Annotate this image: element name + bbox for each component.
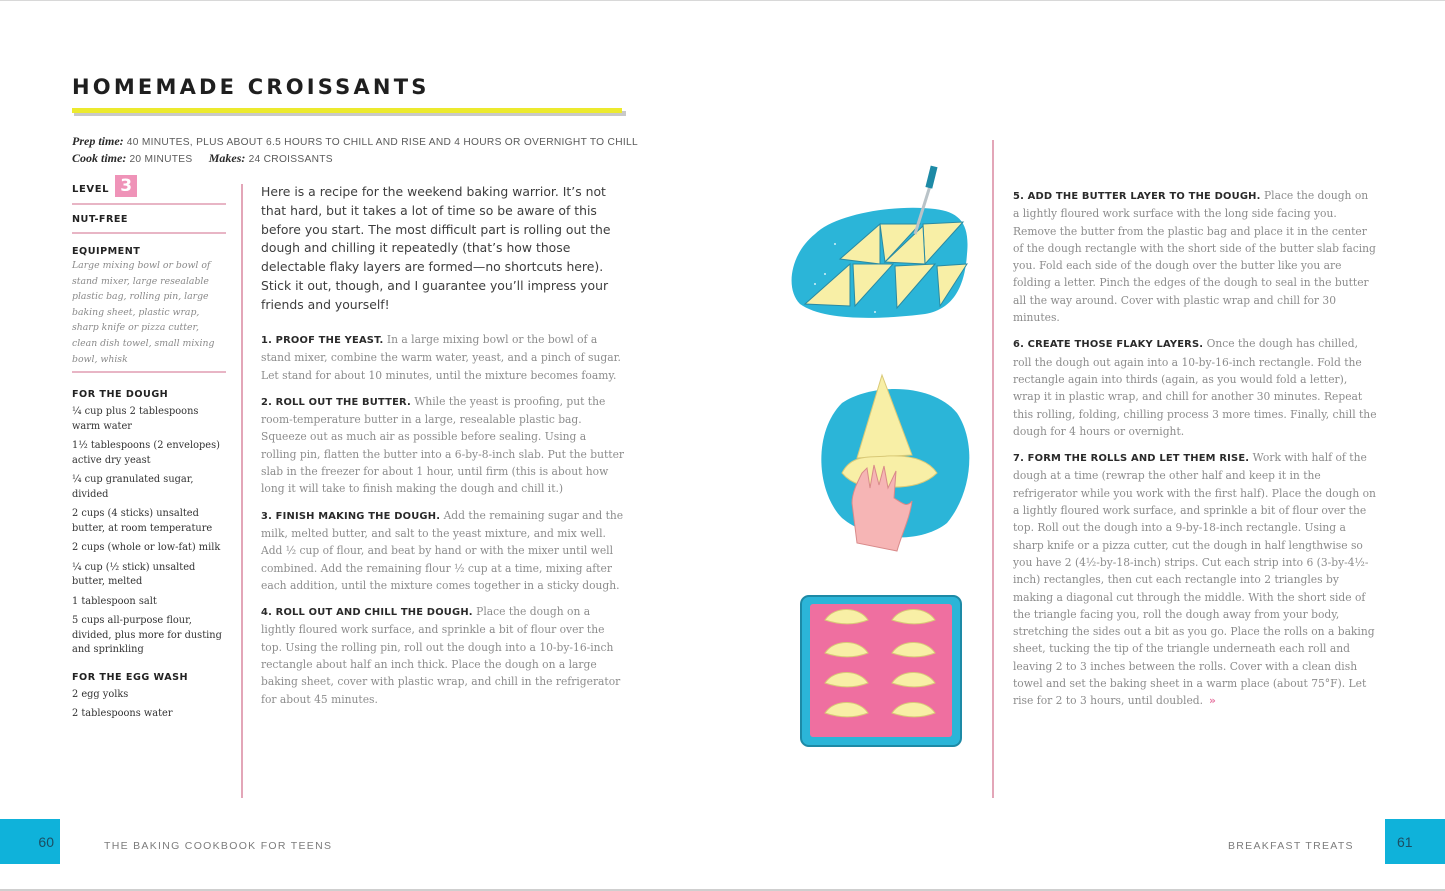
step-body: Add the remaining sugar and the milk, melted butter, and salt to the yeast mixture, and mix well. Add ½ cup of flour, and beat by hand or with the mixer until well combined. Add the remaining flour ½ cup at a time, mixing after each addition, until the mixture comes together in a sticky dough.	[261, 508, 624, 592]
running-head-right: BREAKFAST TREATS	[1228, 840, 1354, 852]
step	[1013, 449, 1377, 709]
step	[261, 331, 625, 384]
cook-time-label: Cook time:	[72, 151, 127, 165]
makes-label: Makes:	[208, 151, 246, 165]
prep-time-label: Prep time:	[72, 134, 124, 148]
ingredient: 2 cups (whole or low-fat) milk	[72, 542, 221, 554]
step	[261, 393, 625, 498]
dough-heading: FOR THE DOUGH	[72, 389, 169, 401]
prep-time-value: 40 MINUTES, PLUS ABOUT 6.5 HOURS TO CHILL AND RISE AND 4 HOURS OR OVERNIGHT TO CHILL	[126, 137, 638, 148]
step-heading: 3. FINISH MAKING THE DOUGH.	[261, 510, 441, 522]
level-badge: 3	[115, 175, 137, 197]
cook-time-value: 20 MINUTES	[129, 154, 193, 165]
ingredient: 1½ tablespoons (2 envelopes) active dry yeast	[72, 440, 220, 466]
cook-time-line	[72, 151, 333, 166]
ingredient: ¼ cup granulated sugar, divided	[72, 474, 194, 500]
divider	[72, 371, 226, 373]
ingredient: ¼ cup (½ stick) unsalted butter, melted	[72, 561, 196, 588]
step-heading: 4. ROLL OUT AND CHILL THE DOUGH.	[261, 607, 473, 619]
ingredient: 2 cups (4 sticks) unsalted butter, at room temperature	[72, 508, 213, 534]
step-body: Place the dough on a lightly floured work surface, and sprinkle a bit of flour over the top. Using the rolling pin, roll out the dough into a 10-by-16-inch rectangle about half an inch thick. Place the dough on a large baking sheet, cover with plastic wrap, and chill in the refrigerator for about 45 minutes.	[261, 605, 621, 706]
step-heading: 7. FORM THE ROLLS AND LET THEM RISE.	[1013, 453, 1250, 465]
ingredient: 2 tablespoons water	[72, 708, 173, 720]
recipe-title: HOMEMADE CROISSANTS	[72, 75, 430, 99]
title-underline	[72, 108, 622, 113]
ingredient: 5 cups all-purpose flour, divided, plus more for dusting and sprinkling	[72, 615, 222, 656]
equipment-list: Large mixing bowl or bowl of stand mixer, large resealable plastic bag, rolling pin, large baking sheet, plastic wrap, sharp knife or pizza cutter, clean dish towel, small mixing bowl, whisk	[72, 260, 215, 365]
column-divider-right	[992, 140, 994, 798]
prep-time-line	[72, 134, 638, 149]
page-number-left	[0, 819, 60, 864]
knife-cutting-dough-illustration	[785, 164, 975, 324]
ingredient: ¼ cup plus 2 tablespoons warm water	[72, 406, 199, 432]
running-head-left: THE BAKING COOKBOOK FOR TEENS	[104, 840, 333, 852]
page-number-left-text: 60	[38, 833, 54, 850]
equipment-heading: EQUIPMENT	[72, 246, 141, 257]
divider	[72, 203, 226, 205]
step-heading: 6. CREATE THOSE FLAKY LAYERS.	[1013, 339, 1204, 351]
steps-left-page	[261, 331, 625, 717]
level-row	[72, 173, 226, 199]
step	[261, 507, 625, 594]
step	[1013, 187, 1377, 326]
step-heading: 1. PROOF THE YEAST.	[261, 335, 384, 346]
step-body: Work with half of the dough at a time (rewrap the other half and keep it in the refrigerator while you work with the first half). Place the dough on a lightly floured work surface, and sprinkle a bit of flour over the top. Roll out the dough into a 9-by-18-inch rectangle. Using a sharp knife or a pizza cutter, cut the dough in half lengthwise so you have 2 (4½-by-18-inch) strips. Cut each strip into 6 (3-by-4½-inch) rectangles, then cut each rectangle into 2 triangles by making a diagonal cut through the middle. With the short side of the triangle facing you, roll the dough away from your body, stretching the sides out a bit as you go. Place the rolls on a baking sheet, tucking the tip of the triangle underneath each roll and leaving 2 to 3 inches between the rolls. Cover with a clean dish towel and set the baking sheet in a warm place (about 75°F). Let rise for 2 to 3 hours, until doubled.	[1013, 451, 1376, 708]
recipe-intro: Here is a recipe for the weekend baking warrior. It’s not that hard, but it takes a lot of time so be aware of this before you start. The most difficult part is rolling out the dough and chilling it repeatedly (that’s how those delectable flaky layers are formed—no shortcuts here). Stick it out, though, and I guarantee you’ll impress your friends and yourself!	[261, 184, 611, 312]
steps-right-page	[1013, 187, 1377, 719]
diet-tag: NUT-FREE	[72, 214, 128, 225]
recipe-sidebar	[72, 173, 226, 722]
page-number-right-text: 61	[1397, 833, 1413, 850]
croissants-on-baking-sheet-illustration	[800, 595, 962, 747]
column-divider-left	[241, 184, 243, 798]
divider	[72, 232, 226, 234]
hand-rolling-croissant-illustration	[812, 373, 972, 558]
step	[1013, 335, 1377, 440]
ingredient: 1 tablespoon salt	[72, 595, 157, 607]
ingredient: 2 egg yolks	[72, 688, 129, 700]
level-label: LEVEL	[72, 183, 110, 195]
step-heading: 5. ADD THE BUTTER LAYER TO THE DOUGH.	[1013, 191, 1261, 202]
step-body: While the yeast is proofing, put the room-temperature butter in a large, resealable plastic bag. Squeeze out as much air as possible before sealing. Using a rolling pin, flatten the butter into a 6-by-8-inch slab. Put the butter slab in the freezer for about 1 hour, until firm (this is about how long it will take to finish making the dough and chill it.)	[261, 394, 624, 496]
continued-arrow-icon: »	[1209, 694, 1216, 708]
step-heading: 2. ROLL OUT THE BUTTER.	[261, 396, 411, 408]
step	[261, 603, 625, 708]
step-body: Once the dough has chilled, roll the dough out again into a 10-by-16-inch rectangle. Fold the rectangle again into thirds (again, as you would fold a letter), wrap it in plastic wrap, and chill for another 30 minutes. Repeat this rolling, folding, chilling process 3 more times. Finally, chill the dough for 4 hours or overnight.	[1013, 337, 1377, 438]
makes-value: 24 CROISSANTS	[248, 154, 333, 165]
step-body: In a large mixing bowl or the bowl of a stand mixer, combine the warm water, yeast, and a pinch of sugar. Let stand for about 10 minutes, until the mixture becomes foamy.	[261, 333, 621, 382]
page-number-right	[1385, 819, 1445, 864]
egg-wash-heading: FOR THE EGG WASH	[72, 671, 189, 683]
step-body: Place the dough on a lightly floured work surface with the long side facing you. Remove the butter from the plastic bag and place it in the center of the dough rectangle with the short side of the butter slab facing you. Fold each side of the dough over the butter like you are folding a letter. Pinch the edges of the dough to seal in the butter all the way around. Cover with plastic wrap and chill for 30 minutes.	[1013, 189, 1376, 325]
